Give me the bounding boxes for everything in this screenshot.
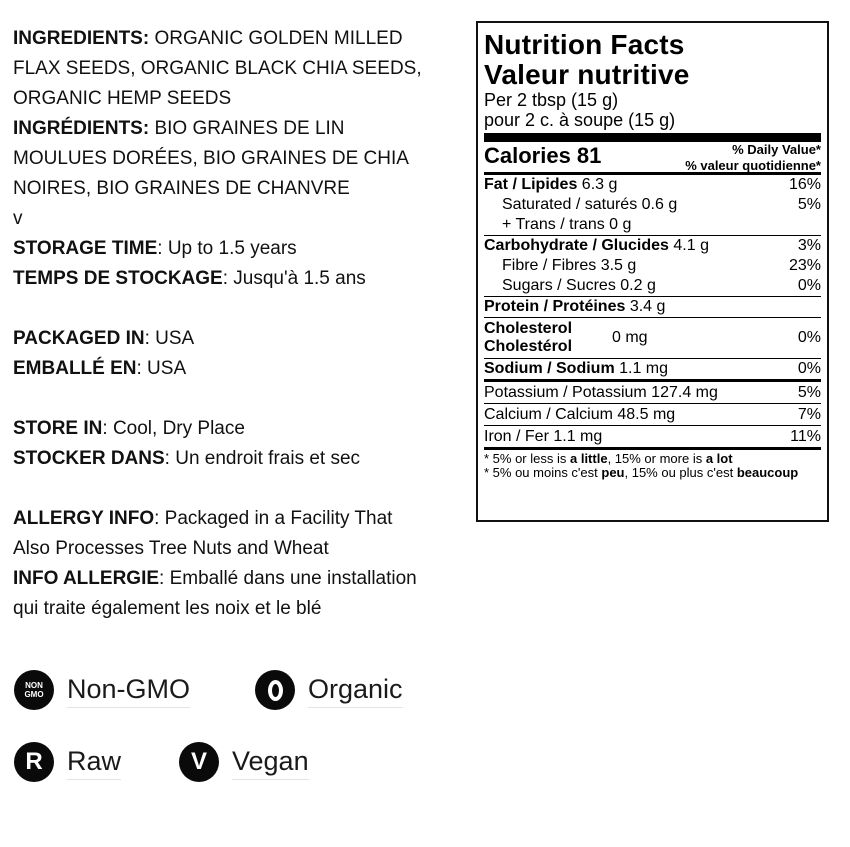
trans-row bbox=[484, 215, 821, 235]
product-info bbox=[13, 24, 473, 624]
fibre-dv: 23% bbox=[788, 257, 821, 274]
ingredients-fr-text: BIO GRAINES DE LIN bbox=[149, 118, 345, 139]
fat-row bbox=[484, 175, 821, 195]
footnote-fr bbox=[484, 466, 821, 480]
allergy-fr-text: : Emballé dans une installation bbox=[159, 568, 417, 589]
ingredients-en-text: ORGANIC GOLDEN MILLED bbox=[149, 28, 403, 49]
footnote bbox=[484, 450, 821, 480]
storage-time-en-value: : Up to 1.5 years bbox=[157, 238, 297, 259]
packaged-fr-label: EMBALLÉ EN bbox=[13, 358, 137, 379]
non-gmo-icon-bottom: GMO bbox=[24, 690, 44, 699]
allergy-en-label: ALLERGY INFO bbox=[13, 508, 155, 529]
nutrition-facts-panel bbox=[476, 21, 829, 522]
allergy-en bbox=[13, 504, 473, 534]
footnote-fr-text2: , 15% ou plus c'est bbox=[624, 465, 737, 480]
fat-dv: 16% bbox=[788, 176, 821, 193]
sodium-dv: 0% bbox=[797, 360, 821, 377]
fat-amount: 6.3 g bbox=[577, 176, 618, 193]
protein-amount: 3.4 g bbox=[625, 298, 666, 315]
storage-time-fr-label: TEMPS DE STOCKAGE bbox=[13, 268, 223, 289]
vegan-badge bbox=[179, 742, 309, 782]
calories-row bbox=[484, 142, 821, 172]
allergy-fr bbox=[13, 564, 473, 594]
calcium-dv: 7% bbox=[797, 406, 821, 423]
fibre-row bbox=[484, 256, 821, 276]
serving-size-fr: pour 2 c. à soupe (15 g) bbox=[484, 110, 676, 130]
saturated-label: Saturated / saturés 0.6 g bbox=[502, 196, 678, 213]
sodium-row bbox=[484, 359, 821, 379]
protein-row bbox=[484, 297, 821, 317]
non-gmo-icon-top: NON bbox=[25, 681, 43, 690]
fibre-label: Fibre / Fibres 3.5 g bbox=[502, 257, 637, 274]
raw-icon: R bbox=[14, 742, 54, 782]
footnote-en-text1: * 5% or less is bbox=[484, 451, 570, 466]
cholesterol-dv: 0% bbox=[797, 329, 821, 346]
allergy-fr-line2: qui traite également les noix et le blé bbox=[13, 598, 322, 619]
ingredients-en-label: INGREDIENTS: bbox=[13, 28, 150, 49]
sodium-amount: 1.1 mg bbox=[614, 360, 669, 377]
fat-label: Fat / Lipides bbox=[484, 176, 578, 193]
cholesterol-amount: 0 mg bbox=[612, 329, 648, 346]
organic-label: Organic bbox=[308, 673, 403, 708]
iron-label: Iron / Fer 1.1 mg bbox=[484, 428, 603, 445]
cholesterol-label-fr: Cholestérol bbox=[484, 338, 573, 355]
packaged-en bbox=[13, 324, 473, 354]
storage-time-fr-value: : Jusqu'à 1.5 ans bbox=[222, 268, 366, 289]
cholesterol-label-en: Cholesterol bbox=[484, 320, 573, 337]
non-gmo-badge bbox=[14, 670, 190, 710]
footnote-en-text2: , 15% or more is bbox=[607, 451, 706, 466]
packaged-en-value: : USA bbox=[144, 328, 195, 349]
trans-label: + Trans / trans 0 g bbox=[502, 216, 632, 233]
footnote-en-bold1: a little bbox=[569, 451, 608, 466]
nutrition-title-en: Nutrition Facts bbox=[484, 29, 685, 60]
store-fr bbox=[13, 444, 473, 474]
sugars-row bbox=[484, 276, 821, 296]
ingredients-fr-line3: NOIRES, BIO GRAINES DE CHANVRE bbox=[13, 178, 350, 199]
sugars-dv: 0% bbox=[797, 277, 821, 294]
ingredients-fr-line2: MOULUES DORÉES, BIO GRAINES DE CHIA bbox=[13, 148, 409, 169]
packaged-fr bbox=[13, 354, 473, 384]
saturated-row bbox=[484, 195, 821, 215]
raw-label: Raw bbox=[67, 745, 121, 780]
sodium-label: Sodium / Sodium bbox=[484, 360, 615, 377]
footnote-en-bold2: a lot bbox=[705, 451, 733, 466]
non-gmo-label: Non-GMO bbox=[67, 673, 190, 708]
potassium-label: Potassium / Potassium 127.4 mg bbox=[484, 384, 718, 401]
saturated-dv: 5% bbox=[797, 196, 821, 213]
store-fr-label: STOCKER DANS bbox=[13, 448, 165, 469]
daily-value-header bbox=[685, 142, 821, 174]
calcium-label: Calcium / Calcium 48.5 mg bbox=[484, 406, 676, 423]
iron-dv: 11% bbox=[790, 428, 821, 445]
cholesterol-label bbox=[484, 320, 612, 356]
spacer bbox=[13, 474, 473, 504]
potassium-row bbox=[484, 382, 821, 403]
store-en-value: : Cool, Dry Place bbox=[102, 418, 245, 439]
sugars-label: Sugars / Sucres 0.2 g bbox=[502, 277, 656, 294]
ingredients-fr-label: INGRÉDIENTS: bbox=[13, 118, 150, 139]
non-gmo-icon bbox=[14, 670, 54, 710]
carb-amount: 4.1 g bbox=[668, 237, 709, 254]
carb-dv: 3% bbox=[797, 237, 821, 254]
footnote-fr-bold2: beaucoup bbox=[736, 465, 799, 480]
storage-time-en bbox=[13, 234, 473, 264]
spacer bbox=[13, 294, 473, 324]
store-fr-value: : Un endroit frais et sec bbox=[164, 448, 361, 469]
ingredients-fr bbox=[13, 114, 473, 144]
carb-row bbox=[484, 236, 821, 256]
allergy-en-line2: Also Processes Tree Nuts and Wheat bbox=[13, 538, 329, 559]
packaged-en-label: PACKAGED IN bbox=[13, 328, 145, 349]
footnote-en bbox=[484, 452, 821, 466]
calcium-row bbox=[484, 404, 821, 425]
nutrition-title-fr: Valeur nutritive bbox=[484, 59, 690, 90]
carb-label: Carbohydrate / Glucides bbox=[484, 237, 669, 254]
spacer bbox=[13, 384, 473, 414]
potassium-dv: 5% bbox=[797, 384, 821, 401]
raw-badge bbox=[14, 742, 121, 782]
ingredients-en-line2: FLAX SEEDS, ORGANIC BLACK CHIA SEEDS, bbox=[13, 58, 422, 79]
allergy-fr-label: INFO ALLERGIE bbox=[13, 568, 160, 589]
packaged-fr-value: : USA bbox=[136, 358, 187, 379]
serving-size-en: Per 2 tbsp (15 g) bbox=[484, 90, 619, 110]
protein-label: Protein / Protéines bbox=[484, 298, 626, 315]
footnote-fr-text1: * 5% ou moins c'est bbox=[484, 465, 602, 480]
calories-label: Calories 81 bbox=[484, 143, 602, 168]
footnote-fr-bold1: peu bbox=[601, 465, 625, 480]
iron-row bbox=[484, 426, 821, 447]
daily-value-fr: % valeur quotidienne* bbox=[685, 158, 821, 173]
stray-character: v bbox=[13, 208, 23, 229]
ingredients-en bbox=[13, 24, 473, 54]
divider-thick bbox=[484, 133, 821, 142]
storage-time-fr bbox=[13, 264, 473, 294]
organic-badge bbox=[255, 670, 403, 710]
store-en bbox=[13, 414, 473, 444]
ingredients-en-line3: ORGANIC HEMP SEEDS bbox=[13, 88, 232, 109]
storage-time-en-label: STORAGE TIME bbox=[13, 238, 158, 259]
store-en-label: STORE IN bbox=[13, 418, 103, 439]
allergy-en-text: : Packaged in a Facility That bbox=[154, 508, 393, 529]
vegan-icon: V bbox=[179, 742, 219, 782]
organic-icon bbox=[255, 670, 295, 710]
vegan-label: Vegan bbox=[232, 745, 309, 780]
daily-value-en: % Daily Value* bbox=[732, 142, 821, 157]
cholesterol-row bbox=[484, 318, 821, 358]
